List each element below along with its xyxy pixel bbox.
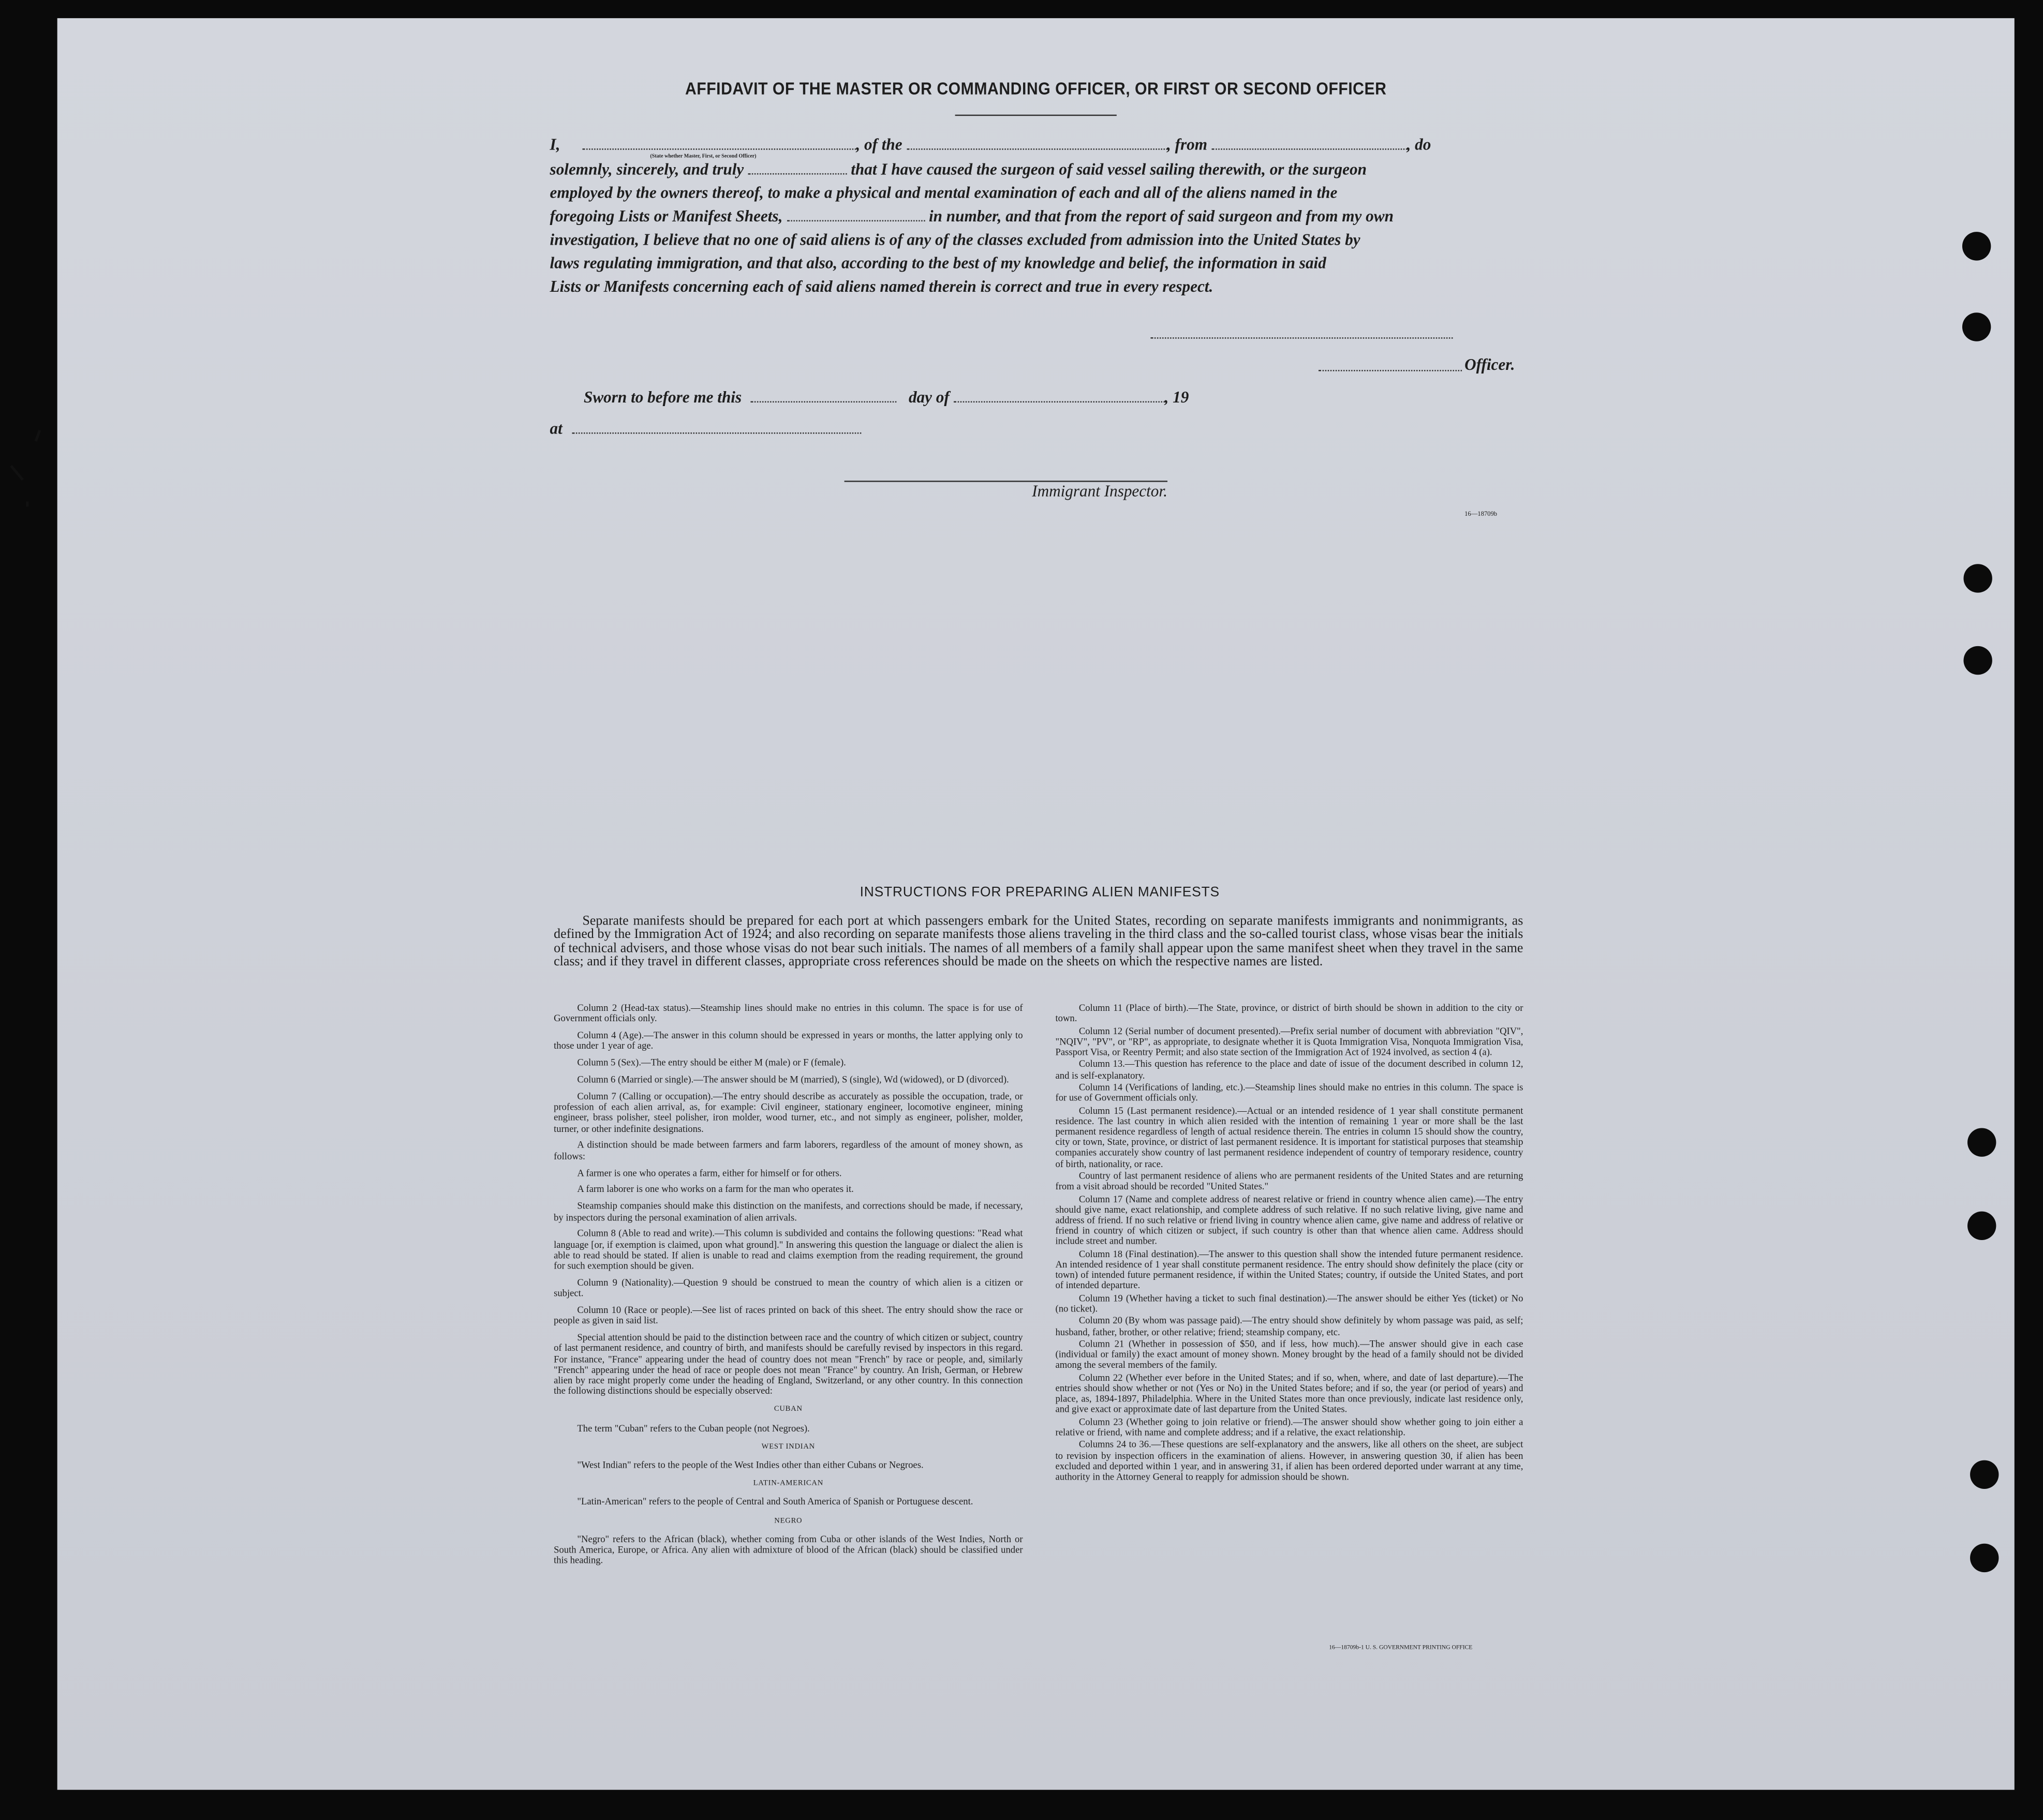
residence-paragraph: Country of last permanent residence of aliens who are permanent residents of the United States and are returning from a visit abroad should be recorded "United States." xyxy=(1055,1170,1523,1192)
farmer-paragraph: A farmer is one who operates a farm, either for himself or for others. xyxy=(577,1166,842,1178)
port-blank[interactable] xyxy=(1211,137,1407,150)
punch-hole xyxy=(1967,1128,1996,1157)
col15-paragraph: Column 15 (Last permanent residence).—Actual or an intended residence of 1 year shall constitute permanent residence. The last country in which alien resided with the intention of remaining 1 year or more shall be the last permanent residence regardless of length of actual residence therein. The entries in column 15 should show the country, city or town, State, province, or district of last permanent residence. It is important for statistical purposes that steamship companies accurately show country of last permanent residence independent of country of temporary residence, country of birth, nationality, or race. xyxy=(1055,1104,1523,1170)
special-attention-paragraph: Special attention should be paid to the distinction between race and the country of which citizen or subject, country of last permanent residence, and country of birth, and manifests should be carefully revised by inspectors in this regard. For instance, "France" appearing under the head of country does not mean "French" by race or people, and, similarly "French" appearing under the head of race or people does not mean "France" by country. An Irish, German, or Hebrew alien by race might properly come under the heading of England, Switzerland, or any other country. In this connection the following distinctions should be especially observed: xyxy=(554,1331,1023,1397)
affidavit-line-6: laws regulating immigration, and that also, according to the best of my knowledge and belief, the information in said xyxy=(550,253,1326,273)
scan-mark xyxy=(10,465,24,481)
text-of-the: , of the xyxy=(856,135,902,154)
col10-paragraph: Column 10 (Race or people).—See list of races printed on back of this sheet. The entry should show the race or people as given in said list. xyxy=(554,1304,1023,1326)
def-negro: "Negro" refers to the African (black), whether coming from Cuba or other islands of the West Indies, North or South America, Europe, or Africa. Any alien with admixture of blood of the African (black) should be classified under this heading. xyxy=(554,1532,1023,1566)
place-blank[interactable] xyxy=(572,421,861,434)
punch-hole xyxy=(1962,232,1991,260)
text-sworn: Sworn to before me this xyxy=(584,388,742,407)
punch-hole xyxy=(1962,312,1991,341)
officer-rank-note: (State whether Master, First, or Second Officer) xyxy=(650,152,757,159)
scan-mark xyxy=(26,501,28,506)
affidavit-line-4 xyxy=(550,207,1394,227)
signature-line[interactable] xyxy=(1150,336,1453,339)
scan-mark xyxy=(35,430,41,442)
def-heading-west-indian: WEST INDIAN xyxy=(761,1443,815,1451)
col12-paragraph: Column 12 (Serial number of document presented).—Prefix serial number of document with abbreviation "QIV", "NQIV", "PV", or "RP", as appropriate, to designate whether it is Quota Immigration Visa, Nonquota Immigration Visa, Passport Visa, or Reentry Permit; and also state section of the Immigration Act of 1924 involved, as section 4 (a). xyxy=(1055,1024,1523,1058)
col24-36-paragraph: Columns 24 to 36.—These questions are self-explanatory and the answers, like all others on the sheet, are subject to revision by inspection officers in the examination of aliens. However, in answering question 30, if alien has been excluded and deported within 1 year, and in answering 31, if alien has been ordered deported under warrant at any time, authority in the Attorney General to reapply for admission should be shown. xyxy=(1055,1438,1523,1483)
text-foregoing: foregoing Lists or Manifest Sheets, xyxy=(550,207,783,226)
col21-paragraph: Column 21 (Whether in possession of $50, and if less, how much).—The answer should give in each case (individual or family) the exact amount of money shown. Money brought by the head of a family should not be divided among the several members of the family. xyxy=(1055,1337,1523,1371)
col17-paragraph: Column 17 (Name and complete address of nearest relative or friend in country whence alien came).—The entry should give name, exact relationship, and complete address of such relative. If no such relative living, give name and address of friend. If no such relative or friend living in country whence alien came, give name and address of relative or friend in country of which citizen or subject, if such country is other than that whence alien came. Address should include street and number. xyxy=(1055,1192,1523,1247)
def-heading-negro: NEGRO xyxy=(774,1517,803,1525)
text-year: , 19 xyxy=(1164,388,1189,407)
inspector-label: Immigrant Inspector. xyxy=(1032,482,1167,500)
text-solemnly: solemnly, sincerely, and truly xyxy=(550,160,744,178)
text-from: , from xyxy=(1167,135,1208,154)
officer-label: Officer. xyxy=(1464,355,1515,374)
col18-paragraph: Column 18 (Final destination).—The answer to this question shall show the intended future permanent residence. An intended residence of 1 year shall constitute permanent residence. The entry should show definitely the place (city or town) of intended future permanent residence, if within the United States; country, if outside the United States, and port of intended departure. xyxy=(1055,1247,1523,1292)
col6-paragraph: Column 6 (Married or single).—The answer should be M (married), S (single), Wd (widowed), or D (divorced). xyxy=(577,1073,1009,1085)
steamship-paragraph: Steamship companies should make this distinction on the manifests, and corrections should be made, if necessary, by inspectors during the personal examination of alien arrivals. xyxy=(554,1200,1023,1223)
def-heading-cuban: CUBAN xyxy=(774,1406,803,1414)
day-blank[interactable] xyxy=(751,390,897,402)
text-do: , do xyxy=(1407,135,1431,154)
def-west-indian: "West Indian" refers to the people of the West Indies other than either Cubans or Negroes. xyxy=(577,1458,924,1471)
col7-paragraph: Column 7 (Calling or occupation).—The entry should describe as accurately as possible the occupation, trade, or profession of each alien arrival, as, for example: Civil engineer, stationary engineer, locomotive engineer, mining engineer, brass polisher, steel polisher, iron molder, wood turner, etc., and not simply as engineer, polisher, molder, turner, or other indefinite designations. xyxy=(554,1090,1023,1135)
col23-paragraph: Column 23 (Whether going to join relative or friend).—The answer should show whether going to join either a relative or friend, with name and complete address; and if a relative, the exact relationship. xyxy=(1055,1415,1523,1438)
affidavit-title: AFFIDAVIT OF THE MASTER OR COMMANDING OFFICER, OR FIRST OR SECOND OFFICER xyxy=(685,78,1387,99)
col19-paragraph: Column 19 (Whether having a ticket to such final destination).—The answer should be either Yes (ticket) or No (no ticket). xyxy=(1055,1292,1523,1315)
farm-distinction-paragraph: A distinction should be made between farmers and farm laborers, regardless of the amount of money shown, as follows: xyxy=(554,1139,1023,1162)
sheet-count-blank[interactable] xyxy=(787,208,925,221)
col11-paragraph: Column 11 (Place of birth).—The State, province, or district of birth should be shown in addition to the city or town. xyxy=(1055,1002,1523,1024)
col22-paragraph: Column 22 (Whether ever before in the United States; and if so, when, where, and date of last departure).—The entries should show whether or not (Yes or No) in the United States before; and if so, the year (or period of years) and place, as, 1894-1897, Philadelphia. Where in the United States more than once previously, indicate last residence only, and give exact or approximate date of last departure from the United States. xyxy=(1055,1371,1523,1415)
officer-rank-blank[interactable] xyxy=(583,137,856,150)
affidavit-line-5: investigation, I believe that no one of said aliens is of any of the classes excluded from admission into the United States by xyxy=(550,230,1360,249)
affidavit-line-3: employed by the owners thereof, to make a physical and mental examination of each and all of the aliens named in the xyxy=(550,184,1338,202)
col9-paragraph: Column 9 (Nationality).—Question 9 should be construed to mean the country of which alien is a citizen or subject. xyxy=(554,1276,1023,1299)
oath-blank[interactable] xyxy=(748,161,847,174)
col8-paragraph: Column 8 (Able to read and write).—This column is subdivided and contains the following questions: "Read what language [or, if exemption is claimed, upon what ground]." In answering this question the language or dialect the alien is able to read should be stated. If alien is unable to read and claims exemption from the reading requirement, the ground for such exemption should be given. xyxy=(554,1227,1023,1272)
officer-line[interactable] xyxy=(1319,369,1462,371)
at-line xyxy=(550,420,861,439)
text-in-number: in number, and that from the report of said surgeon and from my own xyxy=(928,207,1394,226)
text-day-of: day of xyxy=(908,388,950,407)
col2-paragraph: Column 2 (Head-tax status).—Steamship lines should make no entries in this column. The space is for use of Government officials only. xyxy=(554,1002,1023,1024)
def-heading-latin-american: LATIN-AMERICAN xyxy=(753,1480,824,1488)
text-i: I, xyxy=(550,135,560,154)
instructions-title: INSTRUCTIONS FOR PREPARING ALIEN MANIFESTS xyxy=(860,884,1220,900)
col5-paragraph: Column 5 (Sex).—The entry should be either M (male) or F (female). xyxy=(577,1056,846,1069)
punch-hole xyxy=(1970,1460,1998,1489)
text-surgeon: that I have caused the surgeon of said vessel sailing therewith, or the surgeon xyxy=(851,160,1367,178)
affidavit-line-2 xyxy=(550,160,1367,180)
printing-office-footer: 16—18709b-1 U. S. GOVERNMENT PRINTING OFFICE xyxy=(1329,1644,1473,1651)
instructions-right-column xyxy=(1055,1003,1523,1484)
month-blank[interactable] xyxy=(954,390,1165,402)
col14-paragraph: Column 14 (Verifications of landing, etc.).—Steamship lines should make no entries in this column. The space is for use of Government officials only. xyxy=(1055,1081,1523,1104)
punch-hole xyxy=(1963,564,1992,592)
text-at: at xyxy=(550,419,562,438)
title-underline xyxy=(955,115,1117,116)
col13-paragraph: Column 13.—This question has reference to the place and date of issue of the document described in column 12, and is self-explanatory. xyxy=(1055,1058,1523,1081)
instructions-intro: Separate manifests should be prepared for each port at which passengers embark for the United States, recording on separate manifests immigrants and nonimmigrants, as defined by the Immigration Act of 1924; and also recording on separate manifests those aliens traveling in the third class and the so-called tourist class, whose visas bear the initials of technical advisers, and those whose visas do not bear such initials. The names of all members of a family shall appear upon the same manifest sheet when they travel in the same class; and if they travel in different classes, appropriate cross references should be made on the sheets on which the respective names are listed. xyxy=(554,914,1523,969)
punch-hole xyxy=(1970,1544,1998,1572)
vessel-name-blank[interactable] xyxy=(906,137,1167,150)
sworn-line xyxy=(584,388,1189,408)
def-latin-american: "Latin-American" refers to the people of Central and South America of Spanish or Portuguese descent. xyxy=(577,1496,973,1508)
farm-laborer-paragraph: A farm laborer is one who works on a farm for the man who operates it. xyxy=(577,1183,854,1196)
punch-hole xyxy=(1967,1212,1996,1240)
form-number: 16—18709b xyxy=(1464,512,1498,519)
instructions-left-column xyxy=(554,1003,1023,1572)
affidavit-line-7: Lists or Manifests concerning each of said aliens named therein is correct and true in every respect. xyxy=(550,277,1213,296)
col4-paragraph: Column 4 (Age).—The answer in this column should be expressed in years or months, the latter applying only to those under 1 year of age. xyxy=(554,1029,1023,1052)
punch-hole xyxy=(1963,646,1992,675)
def-cuban: The term "Cuban" refers to the Cuban people (not Negroes). xyxy=(577,1422,810,1434)
col20-paragraph: Column 20 (By whom was passage paid).—The entry should show definitely by whom passage was paid, as self; husband, father, brother, or other relative; friend; steamship company, etc. xyxy=(1055,1315,1523,1337)
